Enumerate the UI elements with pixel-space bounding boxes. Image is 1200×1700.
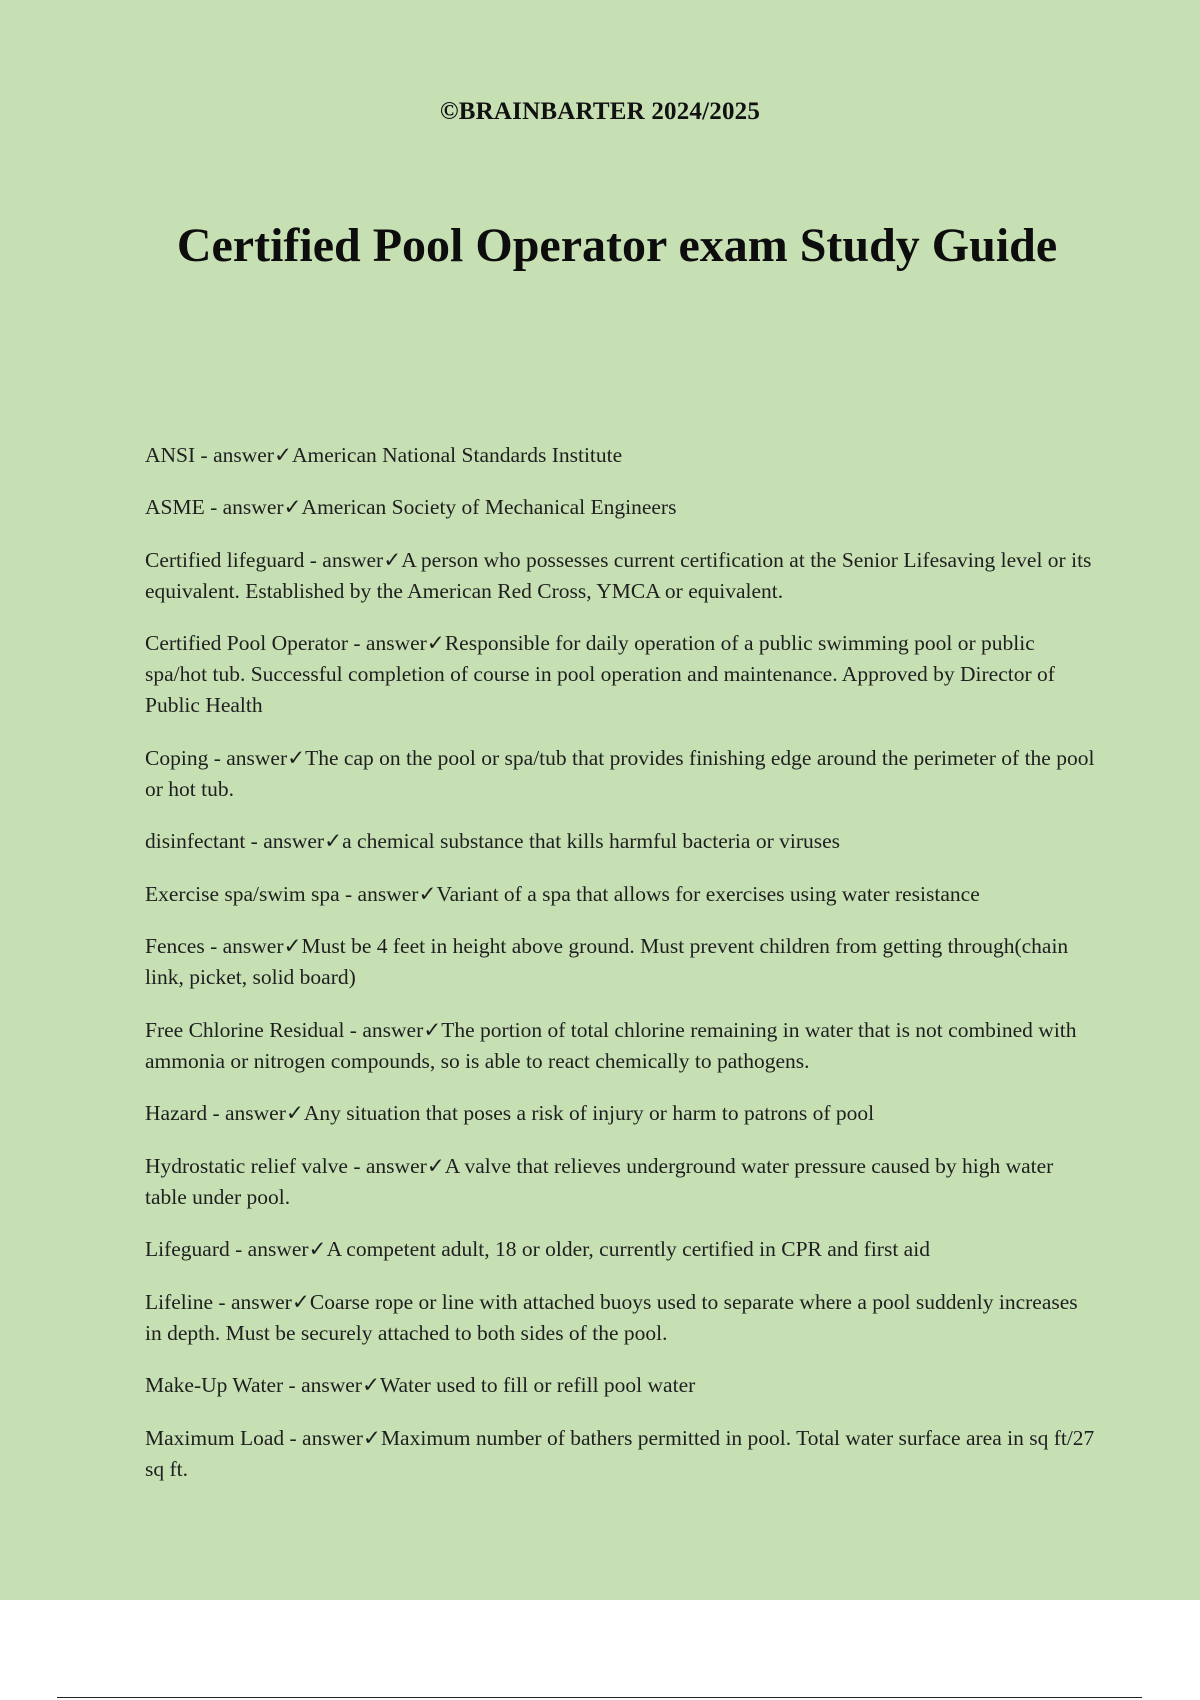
glossary-entry: Certified Pool Operator - answer✓Responsible for daily operation of a public swimming pool or public spa/hot tub. Successful completion of course in pool operation and maintenance. Approved by Director of Public Health: [145, 631, 1055, 717]
page-title: Certified Pool Operator exam Study Guide: [176, 219, 1058, 272]
glossary-entry: Certified lifeguard - answer✓A person who possesses current certification at the Senior Lifesaving level or its equivalent. Established by the American Red Cross, YMCA or equivalent.: [145, 547, 1092, 603]
glossary-entry: Free Chlorine Residual - answer✓The portion of total chlorine remaining in water that is not combined with ammonia or nitrogen compounds, so is able to react chemically to pathogens.: [145, 1017, 1077, 1073]
glossary-entry: Maximum Load - answer✓Maximum number of bathers permitted in pool. Total water surface area in sq ft/27 sq ft.: [145, 1425, 1095, 1481]
glossary-list: [145, 418, 1095, 1502]
glossary-entry: ASME - answer✓American Society of Mechanical Engineers: [145, 495, 677, 519]
footer-divider: [57, 1697, 1142, 1698]
glossary-entry: Coping - answer✓The cap on the pool or spa/tub that provides finishing edge around the perimeter of the pool or hot tub.: [145, 745, 1095, 801]
glossary-entry: Fences - answer✓Must be 4 feet in height above ground. Must prevent children from getting through(chain link, picket, solid board): [145, 934, 1069, 989]
glossary-entry: ANSI - answer✓American National Standards Institute: [145, 442, 623, 467]
copyright-header: ©BRAINBARTER 2024/2025: [439, 98, 761, 125]
glossary-entry: Hazard - answer✓Any situation that poses a risk of injury or harm to patrons of pool: [145, 1101, 875, 1125]
glossary-entry: Exercise spa/swim spa - answer✓Variant of a spa that allows for exercises using water resistance: [145, 881, 980, 906]
glossary-entry: Make-Up Water - answer✓Water used to fill or refill pool water: [145, 1373, 696, 1397]
glossary-entry: Lifeline - answer✓Coarse rope or line with attached buoys used to separate where a pool suddenly increases in depth. Must be securely attached to both sides of the pool.: [145, 1289, 1078, 1345]
glossary-entry: Hydrostatic relief valve - answer✓A valve that relieves underground water pressure caused by high water table under pool.: [145, 1153, 1054, 1209]
glossary-entry: disinfectant - answer✓a chemical substance that kills harmful bacteria or viruses: [145, 829, 841, 853]
glossary-entry: Lifeguard - answer✓A competent adult, 18 or older, currently certified in CPR and first aid: [145, 1237, 930, 1261]
